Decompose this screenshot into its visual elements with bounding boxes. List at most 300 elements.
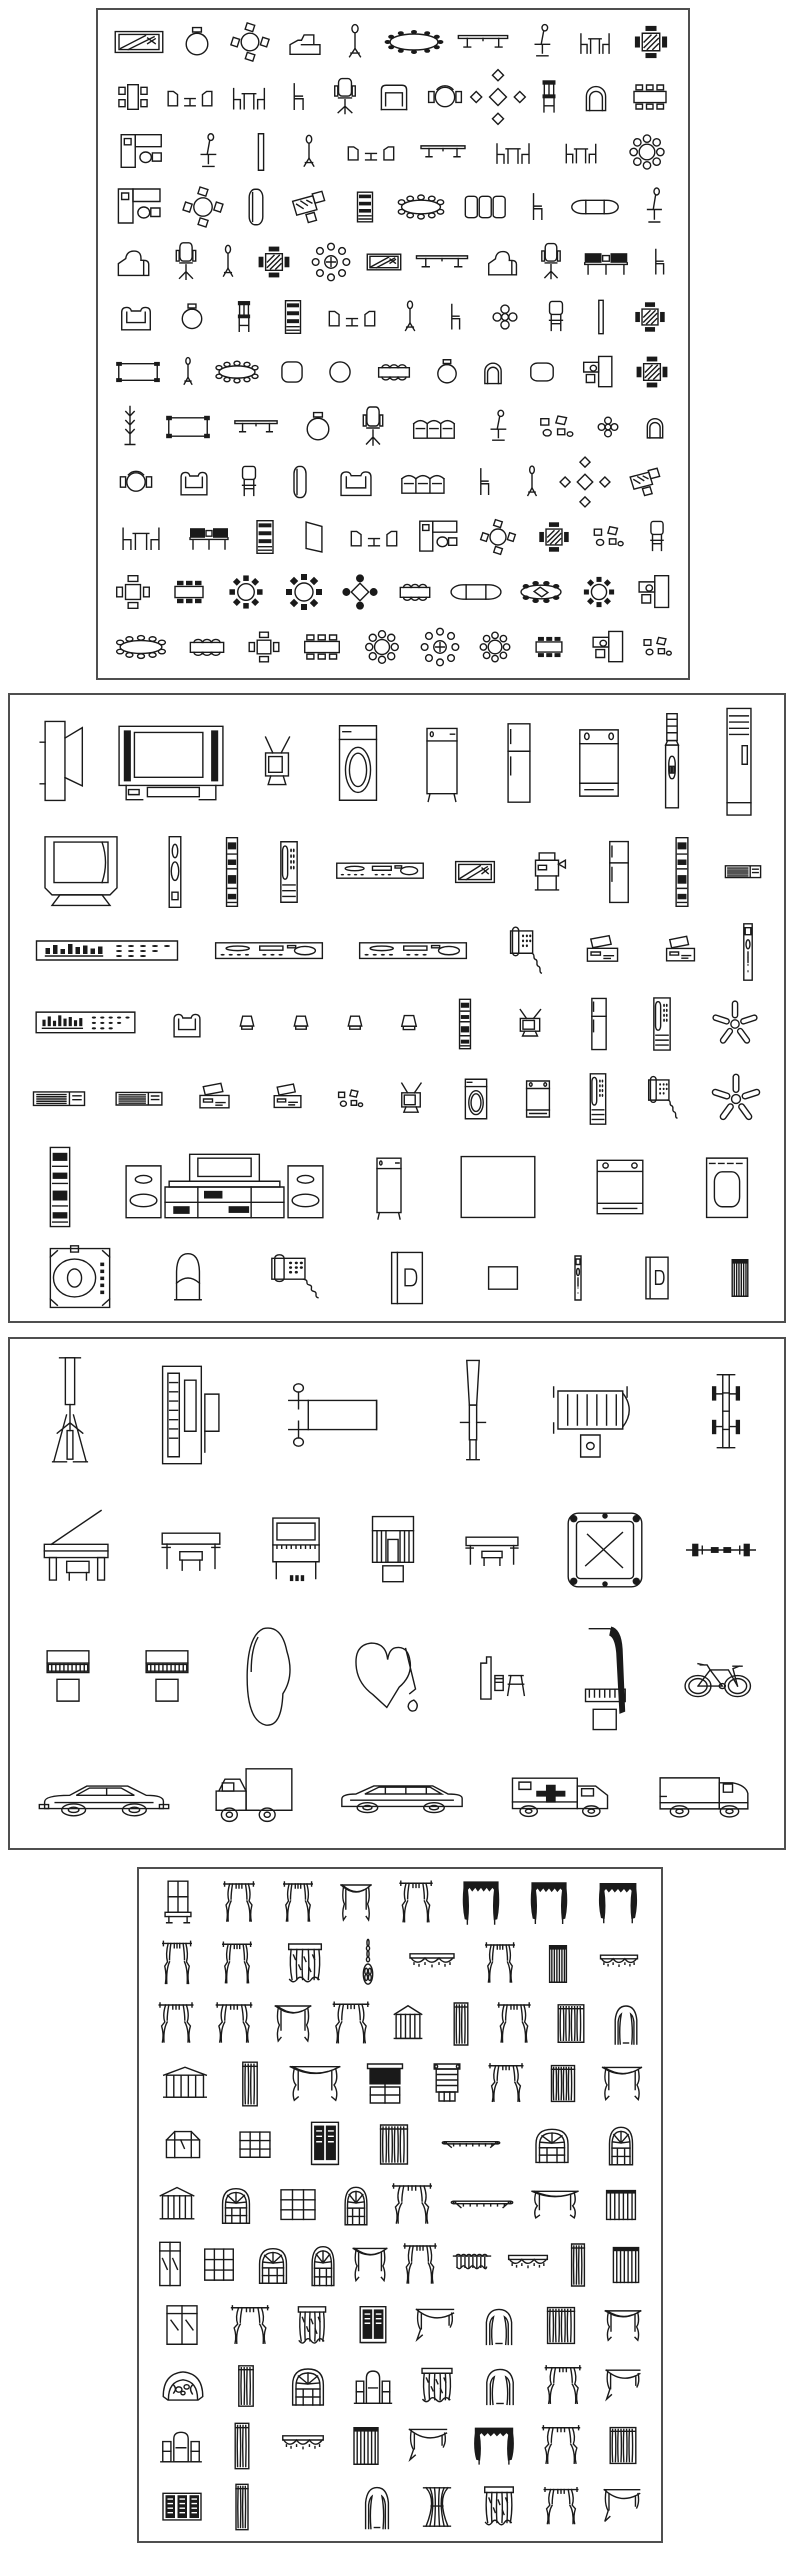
water-cooler-icon (652, 707, 692, 819)
block-row (18, 987, 776, 1061)
palladian-window-icon (351, 2362, 395, 2410)
round-table-10-ring-icon (307, 238, 355, 286)
window-ac-unit-icon (30, 1083, 88, 1115)
round-table-8-loop-chairs-icon (360, 625, 404, 669)
scalloped-valance-icon (407, 1949, 457, 1979)
block-row (147, 2175, 653, 2235)
corner-drape-icon (232, 2058, 268, 2110)
executive-chair-side-icon (635, 182, 673, 232)
desk-phone-with-cord-icon (639, 1071, 683, 1127)
grand-piano-top-icon (238, 1622, 304, 1734)
swag-valance-pair-icon (603, 2305, 643, 2347)
arched-canopy-curtain-icon (478, 2363, 522, 2409)
small-lamp-stool-icon (176, 353, 200, 391)
fringed-valance-icon (280, 2431, 326, 2461)
block-row (18, 1136, 776, 1239)
diagonal-swag-icon (406, 2423, 450, 2469)
small-microwave-icon (723, 858, 763, 886)
grid-round-chair-icon (298, 407, 338, 447)
full-drape-window-icon (551, 2000, 591, 2048)
padded-chair-front-icon (539, 296, 573, 338)
side-chair-icon (522, 185, 554, 229)
small-stool-icon (519, 461, 545, 503)
conference-table-side-icon (413, 245, 471, 279)
task-chair-front-icon (534, 239, 568, 285)
pool-table-top-icon (559, 1504, 651, 1596)
block-row (18, 1343, 776, 1487)
lounge-recliner-icon (482, 242, 524, 282)
arched-window-icon (527, 2122, 577, 2168)
long-table-side-icon (455, 24, 511, 60)
rounded-square-table-icon (274, 354, 310, 390)
lace-curtain-window-icon (292, 2302, 332, 2350)
full-drape-window-icon (373, 2120, 415, 2170)
side-chair-icon (470, 460, 500, 504)
box-truck-side-icon (210, 1757, 298, 1831)
small-tables-group-icon (590, 522, 626, 552)
swivel-stool-front-icon (168, 238, 204, 286)
framed-arch-door-icon (358, 2480, 396, 2534)
block-row (106, 344, 680, 399)
cross-grid-window-icon (273, 2185, 323, 2225)
dark-striped-shelf-icon (442, 2131, 500, 2159)
cone-speaker-icon (396, 1010, 422, 1038)
trestle-table-frame-icon (232, 410, 280, 444)
theater-seats-3-icon (397, 462, 451, 502)
compact-dishwasher-icon (519, 1074, 557, 1124)
window-ac-unit-icon (113, 1084, 165, 1114)
cafe-curtain-icon (450, 2249, 494, 2281)
stereo-receiver-icon (355, 929, 471, 975)
block-row (18, 1487, 776, 1612)
swag-curtain-icon (339, 1878, 373, 1928)
hourglass-curtain-icon (416, 2483, 458, 2531)
ceiling-fan-5-blade-icon (708, 1071, 764, 1127)
curtain-pair-window-icon (228, 2302, 272, 2350)
cone-speaker-icon (289, 1011, 313, 1037)
dark-canopy-curtain-icon (459, 1876, 503, 1930)
dark-paneled-door-icon (353, 2303, 393, 2349)
av-equipment-rack-icon (37, 1142, 83, 1232)
grand-piano-front-icon (574, 1622, 638, 1734)
arched-chair-top-icon (576, 77, 616, 117)
slat-chair-front-icon (531, 75, 567, 119)
booth-bench-icon (239, 183, 273, 231)
small-stool-icon (214, 240, 242, 284)
drafting-chair-side-icon (522, 19, 562, 65)
curtain-window-icon (221, 1878, 257, 1928)
tub-chair-top-icon (424, 76, 466, 118)
frame-table-icon (162, 407, 214, 447)
narrow-drape-panel-icon (562, 2240, 594, 2290)
oval-table-8-chairs-icon (212, 354, 262, 390)
flower-planter-top-icon (594, 413, 622, 441)
massage-table-top-icon (279, 1363, 401, 1467)
stereo-receiver-icon (211, 929, 327, 975)
wall-phone-with-handset-icon (582, 1069, 614, 1129)
storage-cart-icon (350, 187, 380, 227)
block-row (106, 14, 680, 69)
block-row (106, 564, 680, 619)
racetrack-conference-table-icon (447, 575, 505, 609)
fringe-shade-icon (415, 2364, 459, 2408)
mixing-console-icon (33, 997, 138, 1051)
slim-tower-speaker-icon (219, 833, 245, 911)
round-table-8-dark-chairs-icon (223, 569, 269, 615)
drafting-table-angled-icon (287, 183, 337, 231)
bicycle-side-icon (679, 1647, 755, 1709)
vertical-blinds-icon (597, 2186, 645, 2224)
table-2-chairs-side-icon (225, 76, 273, 118)
cross-back-chair-icon (641, 516, 673, 558)
oval-table-8-dark-chairs-icon (514, 573, 568, 611)
equipment-piano-vehicle-blocks-panel (8, 1337, 786, 1850)
curtain-pair-icon (213, 1999, 255, 2049)
diagonal-pane-window-icon (157, 2302, 207, 2350)
desk-phone-with-cord-icon (500, 921, 548, 983)
equalizer-deck-icon (32, 927, 182, 977)
pediment-window-icon (155, 2182, 199, 2228)
sedan-car-side-icon (38, 1761, 170, 1827)
duct-elbow-icon (265, 1078, 311, 1120)
phone-with-coiled-cord-icon (256, 1249, 328, 1307)
office-chair-side-icon (478, 405, 518, 449)
cross-window-icon (159, 1877, 197, 1929)
hanging-chain-ornament-icon (355, 1936, 381, 1992)
block-row (106, 124, 680, 179)
valance-window-shutters-icon (157, 2062, 213, 2106)
block-row (106, 454, 680, 509)
club-armchair-front-icon (115, 297, 157, 337)
table-2-chairs-side-icon (488, 132, 538, 172)
dark-roller-blind-icon (362, 2059, 408, 2109)
turntable-top-icon (41, 1243, 119, 1313)
arched-grid-window-icon (252, 2241, 294, 2289)
diamond-table-4-dark-chairs-icon (338, 570, 382, 614)
tail-curtain-pair-icon (160, 1937, 194, 1991)
tall-panel-icon (590, 295, 612, 339)
projection-tv-side-icon (29, 711, 91, 815)
sofa-pair-with-table-icon (347, 517, 401, 557)
dishwasher-front-icon (582, 1150, 658, 1224)
dark-grid-window-3-icon (157, 2488, 207, 2526)
keyboard-on-stand-icon (456, 1518, 528, 1582)
flower-planter-top-icon (488, 300, 522, 334)
top-load-washer-icon (412, 715, 472, 811)
hatched-dining-set-icon (252, 240, 296, 284)
office-chair-side-icon (188, 128, 228, 176)
rect-table-6-dark-chairs-icon (526, 629, 572, 665)
side-chair-icon (645, 241, 675, 283)
top-load-washer-icon (365, 1147, 413, 1227)
bench-press-top-icon (545, 1365, 653, 1465)
curtain-pair-icon (486, 2060, 526, 2108)
dark-canopy-frame-icon (470, 2423, 518, 2469)
lined-drape-window-icon (540, 2303, 582, 2349)
round-table-5-chairs-icon (180, 184, 226, 230)
dome-speaker-icon (166, 1246, 210, 1310)
booth-bench-icon (285, 461, 315, 503)
hatched-dining-set-icon (533, 516, 575, 558)
side-chair-icon (441, 296, 471, 338)
block-row (147, 2416, 653, 2476)
heavy-swag-drape-icon (287, 2060, 343, 2108)
block-row (106, 509, 680, 564)
rounded-rect-table-icon (522, 356, 562, 388)
dining-set-dark-icon (629, 296, 671, 338)
armchair-top-icon (373, 76, 415, 118)
dishwasher-icon (567, 717, 631, 809)
low-sofa-set-side-icon (344, 134, 398, 170)
grand-piano-side-icon (34, 1503, 120, 1597)
swag-jabot-curtain-icon (603, 2364, 643, 2408)
desk-with-printer-icon (583, 626, 629, 668)
curtain-pair-rod-icon (397, 1877, 435, 1929)
rect-table-8-chairs-icon (295, 627, 349, 667)
dark-top-curtain-icon (346, 2422, 386, 2470)
duct-elbow-icon (190, 1077, 240, 1121)
scarf-swag-curtain-icon (351, 2242, 389, 2288)
arch-chair-icon (639, 411, 671, 443)
dark-canopy-curtain-icon (595, 1878, 641, 1928)
presentation-board-icon (365, 247, 403, 277)
round-table-6-loop-chairs-icon (475, 627, 515, 667)
portable-ac-icon (457, 1073, 495, 1125)
block-row (147, 1994, 653, 2054)
small-tv-with-antenna-icon (251, 727, 303, 799)
block-row (106, 179, 680, 234)
small-monitor-icon (508, 1004, 552, 1044)
mini-blinds-icon (727, 1254, 753, 1302)
swag-curtain-pair-icon (529, 2186, 581, 2224)
corner-workstation-icon (113, 182, 167, 232)
vertical-blinds-icon (605, 2242, 647, 2288)
wall-phone-icon (272, 836, 306, 908)
curtain-pair-icon (401, 2240, 439, 2290)
tail-curtain-pair-icon (539, 2422, 583, 2470)
pediment-door-frame-icon (390, 2000, 426, 2048)
side-chair-icon (282, 75, 316, 119)
console-piano-side-icon (151, 1508, 231, 1592)
upright-piano-front-icon (262, 1508, 330, 1592)
tv-side-view-icon (453, 852, 497, 892)
desk-monitor-icon (390, 1077, 432, 1121)
round-table-4-chairs-icon (228, 20, 272, 64)
round-table-top-icon (322, 354, 358, 390)
lamp-stool-icon (396, 296, 424, 338)
club-armchair-front-icon (175, 462, 213, 502)
block-row (147, 2356, 653, 2416)
av-tower-icon (668, 833, 696, 911)
grid-window-9-icon (198, 2244, 240, 2286)
square-table-4-chairs-icon (111, 570, 155, 614)
table-2-chairs-side-icon (558, 133, 604, 171)
booth-sofa-side-icon (283, 20, 327, 64)
reception-workstation-icon (116, 128, 168, 176)
art-board-icon (112, 22, 166, 62)
block-row (106, 234, 680, 289)
rect-table-6-loop-chairs-icon (370, 354, 418, 390)
oval-conference-table-12-icon (384, 22, 444, 62)
office-chair-front-icon (355, 402, 391, 452)
rect-table-8-chairs-icon (625, 77, 675, 117)
table-2-chairs-side-icon (573, 22, 617, 62)
floor-ac-unit-icon (713, 701, 765, 825)
block-row (18, 1612, 776, 1744)
trestle-table-side-icon (418, 135, 468, 169)
arched-window-narrow-icon (339, 2179, 373, 2231)
rect-table-6-dark-chairs-icon (164, 572, 214, 612)
small-parts-group-icon (335, 1086, 365, 1112)
block-row (106, 69, 680, 124)
swag-curtain-icon (273, 1999, 313, 2049)
computer-tower-icon (452, 996, 478, 1052)
barrel-chair-icon (476, 355, 510, 389)
arched-grid-window-icon (215, 2181, 257, 2229)
furniture-blocks-panel (96, 8, 690, 680)
dark-double-door-icon (304, 2118, 346, 2172)
swag-jabot-curtain-icon (601, 2483, 643, 2531)
block-row (147, 1873, 653, 1933)
exercise-tower-icon (41, 1350, 99, 1480)
press-machine-icon (577, 929, 629, 975)
spacer-icon (278, 2502, 338, 2512)
front-load-washer-icon (325, 714, 391, 812)
heart-grand-piano-top-icon (345, 1632, 427, 1724)
scalloped-valance-icon (598, 1951, 640, 1977)
lace-panel-curtain-icon (281, 1939, 329, 1989)
organ-front-icon (361, 1506, 425, 1594)
club-armchair-front-icon (334, 461, 378, 503)
double-desk-dark-icon (184, 517, 234, 557)
rect-table-6-round-chairs-icon (181, 628, 233, 666)
dark-vertical-blinds-icon (544, 1940, 572, 1988)
floral-fan-window-icon (157, 2364, 209, 2408)
curtain-pair-icon (495, 1999, 533, 2049)
lace-curtain-icon (478, 2482, 520, 2532)
open-round-chair-icon (430, 355, 464, 389)
round-lounge-chair-icon (177, 22, 217, 62)
bar-stool-icon (338, 19, 372, 65)
tall-panel-icon (248, 128, 274, 176)
curtain-pair-icon (281, 1878, 315, 1928)
screen-panel-icon (296, 515, 332, 559)
drape-panels-icon (545, 2061, 581, 2107)
folded-card-icon (485, 1264, 521, 1292)
block-row (106, 399, 680, 454)
round-table-6-dark-chairs-icon (578, 571, 620, 613)
arched-curtain-icon (608, 1999, 644, 2049)
big-screen-tv-icon (31, 828, 131, 916)
palladian-arch-window-icon (284, 2361, 332, 2411)
copier-icon (524, 844, 570, 900)
crossed-swag-curtain-icon (600, 2061, 644, 2107)
sofa-pair-with-table-side-icon (164, 77, 216, 117)
rect-table-4-loop-chairs-icon (392, 573, 438, 611)
block-row (147, 2296, 653, 2356)
upright-piano-small-icon (138, 1644, 196, 1712)
curtain-pair-icon (330, 1998, 372, 2050)
small-square-table-4-icon (244, 627, 284, 667)
delivery-van-side-icon (654, 1763, 756, 1825)
station-wagon-side-icon (338, 1763, 466, 1825)
round-table-10-loop-chairs-icon (416, 623, 464, 671)
oval-table-10-loop-chairs-icon (112, 628, 170, 666)
tilted-desk-set-icon (625, 461, 671, 503)
binder-book-icon (375, 1246, 439, 1310)
diamond-table-group-icon (475, 74, 521, 120)
manual-book-icon (634, 1252, 680, 1304)
slat-chair-front-icon (227, 296, 261, 338)
block-row (18, 1239, 776, 1317)
electronics-appliance-blocks-panel (8, 693, 786, 1323)
recliner-with-stool-side-icon (111, 241, 157, 283)
l-desk-with-chair-icon (629, 570, 675, 614)
block-row (18, 1062, 776, 1136)
l-shaped-desk-icon (574, 351, 618, 393)
two-door-refrigerator-icon (597, 834, 641, 910)
slot-device-icon (568, 1253, 588, 1303)
block-row (147, 2235, 653, 2295)
cone-speaker-icon (235, 1011, 259, 1037)
tail-curtain-pair-icon (220, 1938, 254, 1990)
bar-stool-icon (294, 130, 324, 174)
pointed-arch-curtain-icon (478, 2303, 520, 2349)
dark-canopy-curtain-icon (527, 1877, 571, 1929)
ceiling-fan-4-blade-icon (709, 998, 761, 1050)
tub-chair-top-icon (116, 462, 156, 502)
double-desk-dark-icon (578, 242, 634, 282)
fax-machine-icon (657, 930, 705, 974)
curtain-window-icon (483, 1939, 517, 1989)
water-bottle-and-stool-icon (468, 1647, 532, 1709)
drape-over-rod-icon (225, 2419, 259, 2473)
utility-meter-icon (734, 920, 762, 984)
asymmetric-swag-icon (413, 2303, 457, 2349)
mini-fridge-icon (582, 992, 616, 1056)
cone-speaker-icon (343, 1011, 367, 1037)
stereo-receiver-icon (333, 850, 427, 894)
block-row (18, 917, 776, 987)
desk-with-person-icon (415, 515, 463, 559)
refrigerator-icon (493, 714, 545, 812)
oval-table-10-chairs-icon (394, 187, 448, 227)
rect-table-6-chairs-icon (111, 75, 155, 119)
block-row (147, 2477, 653, 2537)
tower-speaker-icon (158, 830, 192, 914)
wall-phone-icon (645, 993, 679, 1055)
tall-double-door-icon (153, 2238, 187, 2292)
theater-seats-3-icon (409, 407, 461, 447)
misc-small-items-icon (640, 633, 674, 661)
office-chair-front-icon (326, 74, 364, 120)
narrow-drape-panel-icon (227, 2480, 257, 2534)
desk-with-lamp-icon (112, 354, 164, 390)
large-cabinet-front-icon (452, 1149, 544, 1225)
dumbbell-rack-icon (699, 1367, 753, 1463)
ring-chair-top-icon (174, 299, 210, 335)
stair-stepper-icon (447, 1353, 499, 1477)
block-row (147, 2114, 653, 2174)
barbell-top-icon (682, 1529, 760, 1571)
round-table-10-dark-chairs-icon (279, 567, 329, 617)
racetrack-conference-table-icon (568, 191, 622, 223)
weight-machine-icon (145, 1357, 233, 1473)
curtain-pair-icon (542, 2362, 584, 2410)
grid-top-curtain-icon (603, 2423, 643, 2469)
upright-piano-small-icon (39, 1644, 97, 1712)
valance-curtain-window-icon (389, 2180, 435, 2230)
